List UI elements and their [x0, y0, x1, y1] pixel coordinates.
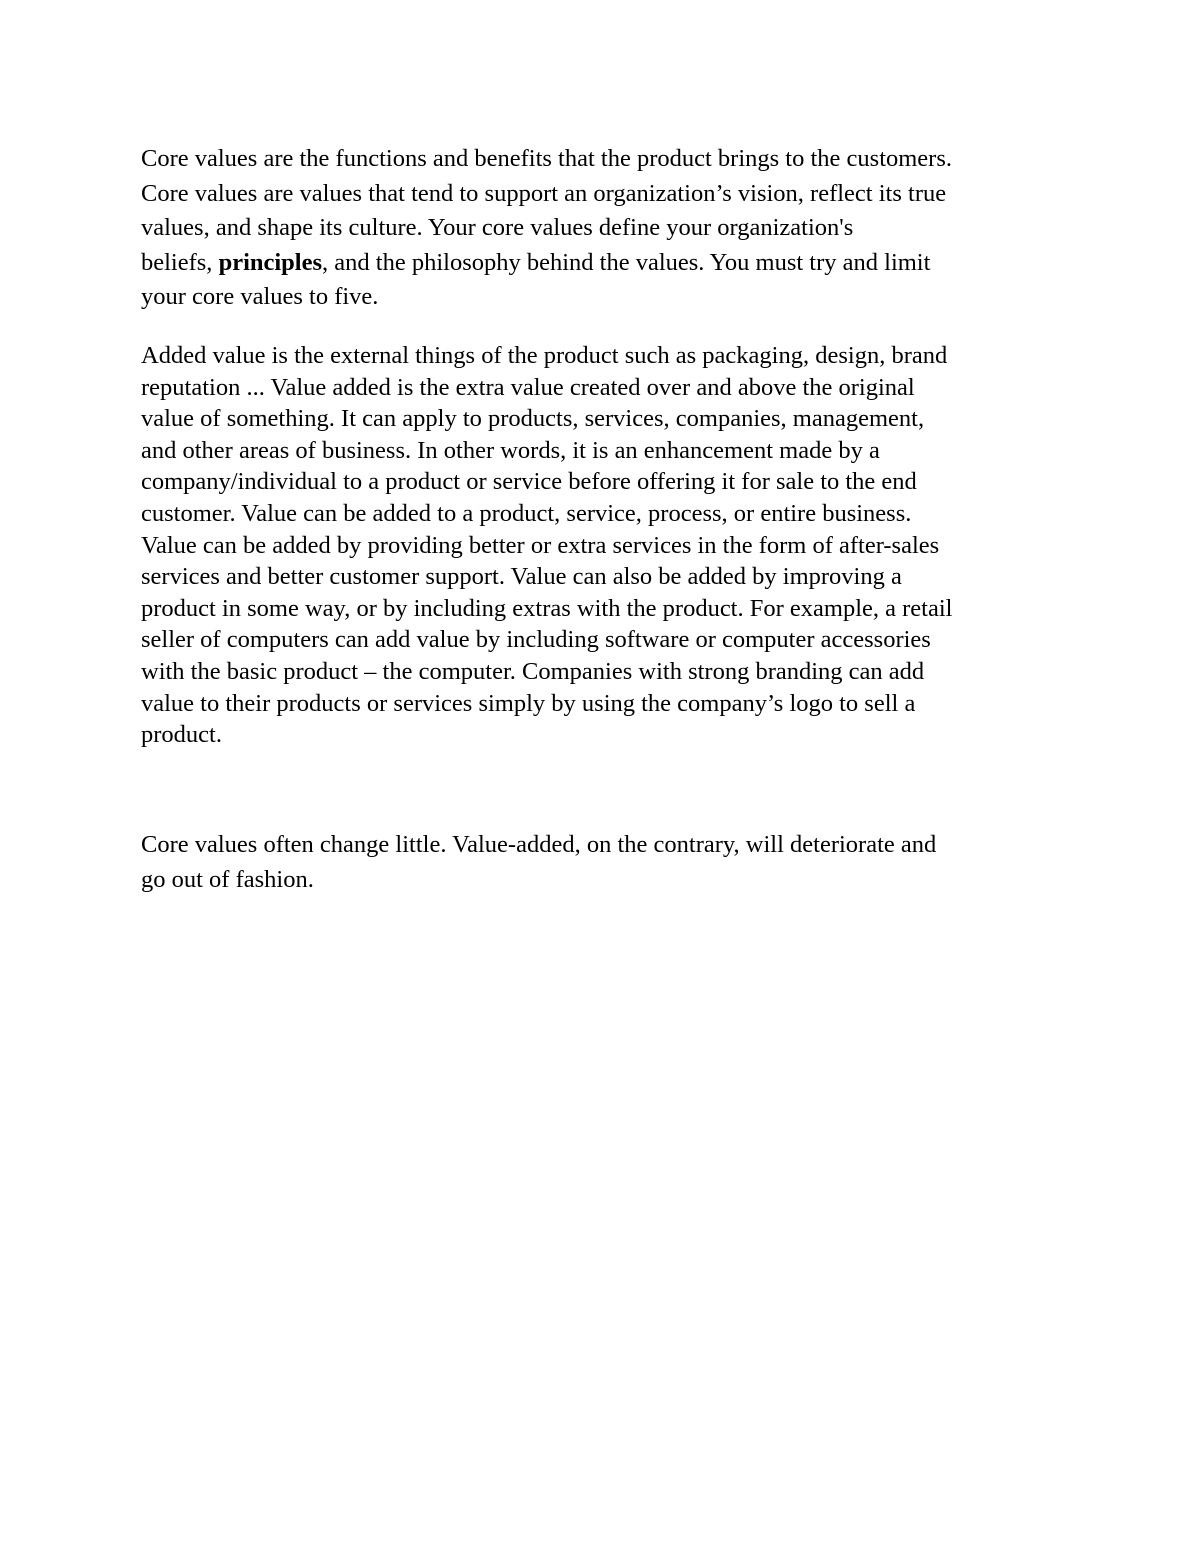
paragraph-conclusion [141, 827, 1071, 897]
paragraph-line: seller of computers can add value by including software or computer accessories [141, 626, 931, 654]
paragraph-line: Core values are the functions and benefits that the product brings to the customers. [141, 145, 953, 172]
paragraph-line: value of something. It can apply to products, services, companies, management, [141, 405, 925, 433]
paragraph-line: product. [141, 721, 222, 749]
paragraph-line: company/individual to a product or service before offering it for sale to the end [141, 468, 917, 496]
paragraph-added-value [141, 340, 1071, 751]
line-text: , and the philosophy behind the values. You must try and limit [322, 248, 931, 276]
paragraph-line: value to their products or services simply by using the company’s logo to sell a [141, 689, 916, 717]
paragraph-line: values, and shape its culture. Your core values define your organization's [141, 214, 854, 242]
paragraph-line: and other areas of business. In other words, it is an enhancement made by a [141, 436, 880, 464]
paragraph-line: Core values are values that tend to support an organization’s vision, reflect its true [141, 179, 947, 207]
bold-term: principles [218, 248, 323, 276]
paragraph-line: Core values often change little. Value-added, on the contrary, will deteriorate and [141, 831, 937, 858]
paragraph-line: go out of fashion. [141, 866, 314, 893]
paragraph-core-values [141, 142, 1071, 315]
paragraph-line: services and better customer support. Value can also be added by improving a [141, 563, 902, 591]
paragraph-line: Value can be added by providing better or extra services in the form of after-sales [141, 531, 940, 559]
paragraph-line [141, 246, 1071, 281]
paragraph-line: customer. Value can be added to a product, service, process, or entire business. [141, 499, 912, 527]
paragraph-line: with the basic product – the computer. Companies with strong branding can add [141, 657, 925, 685]
paragraph-line: Added value is the external things of the product such as packaging, design, brand [141, 342, 948, 369]
line-text: beliefs, [141, 248, 219, 276]
paragraph-line: reputation ... Value added is the extra value created over and above the original [141, 373, 915, 401]
paragraph-line: product in some way, or by including extras with the product. For example, a retail [141, 594, 953, 622]
paragraph-line: your core values to five. [141, 283, 379, 311]
